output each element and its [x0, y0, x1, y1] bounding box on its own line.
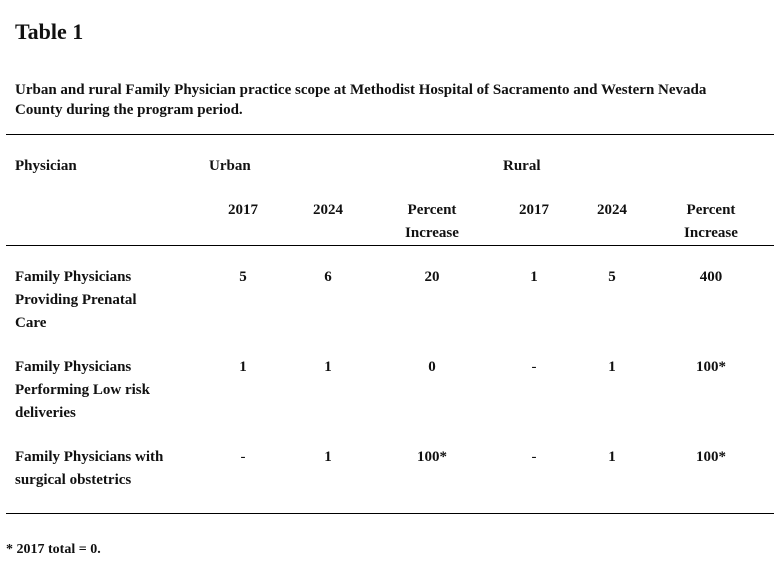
table-title: Table 1 [15, 19, 84, 44]
cell-rural-percent: 100* [696, 449, 726, 465]
cell-urban-2024: 1 [324, 449, 332, 465]
cell-urban-2017: - [240, 449, 246, 465]
row-label-line: Family Physicians [15, 269, 132, 285]
cell-rural-2017: - [531, 359, 537, 375]
header-rural-percent-line1: Percent [686, 202, 736, 218]
header-rural-percent-line2: Increase [684, 225, 738, 241]
row-label-line: surgical obstetrics [15, 472, 132, 488]
table-footnote: * 2017 total = 0. [6, 542, 101, 557]
header-urban-percent-increase [405, 199, 459, 245]
row-label-line: deliveries [15, 405, 76, 421]
header-rural-percent-increase [684, 199, 738, 245]
cell-rural-2017: 1 [530, 269, 538, 285]
header-urban-2024: 2024 [313, 202, 343, 218]
cell-urban-2017: 5 [239, 269, 247, 285]
cell-urban-2017: 1 [239, 359, 247, 375]
cell-rural-percent: 100* [696, 359, 726, 375]
cell-urban-2024: 1 [324, 359, 332, 375]
cell-rural-2024: 1 [608, 359, 616, 375]
row-label-line: Care [15, 315, 47, 331]
cell-rural-2024: 1 [608, 449, 616, 465]
header-urban-percent-line2: Increase [405, 225, 459, 241]
top-rule [6, 134, 774, 135]
cell-urban-2024: 6 [324, 269, 332, 285]
header-rural: Rural [503, 158, 541, 174]
cell-urban-percent: 20 [424, 269, 440, 285]
cell-urban-percent: 0 [428, 359, 436, 375]
header-urban-percent-line1: Percent [407, 202, 457, 218]
row-label-line: Performing Low risk [15, 382, 150, 398]
row-label-line: Family Physicians [15, 359, 132, 375]
table-caption: Urban and rural Family Physician practice scope at Methodist Hospital of Sacramento and Western Nevada County during the program period. [15, 82, 707, 118]
row-label [15, 356, 150, 425]
header-urban: Urban [209, 158, 251, 174]
cell-rural-2024: 5 [608, 269, 616, 285]
row-label-line: Providing Prenatal [15, 292, 137, 308]
row-label [15, 266, 137, 335]
header-rural-2024: 2024 [597, 202, 627, 218]
row-label [15, 446, 163, 492]
cell-rural-2017: - [531, 449, 537, 465]
header-rule [6, 245, 774, 246]
header-rural-2017: 2017 [519, 202, 549, 218]
cell-rural-percent: 400 [699, 269, 723, 285]
bottom-rule [6, 513, 774, 514]
row-label-line: Family Physicians with [15, 449, 164, 465]
header-physician: Physician [15, 158, 77, 174]
header-urban-2017: 2017 [228, 202, 258, 218]
cell-urban-percent: 100* [417, 449, 447, 465]
